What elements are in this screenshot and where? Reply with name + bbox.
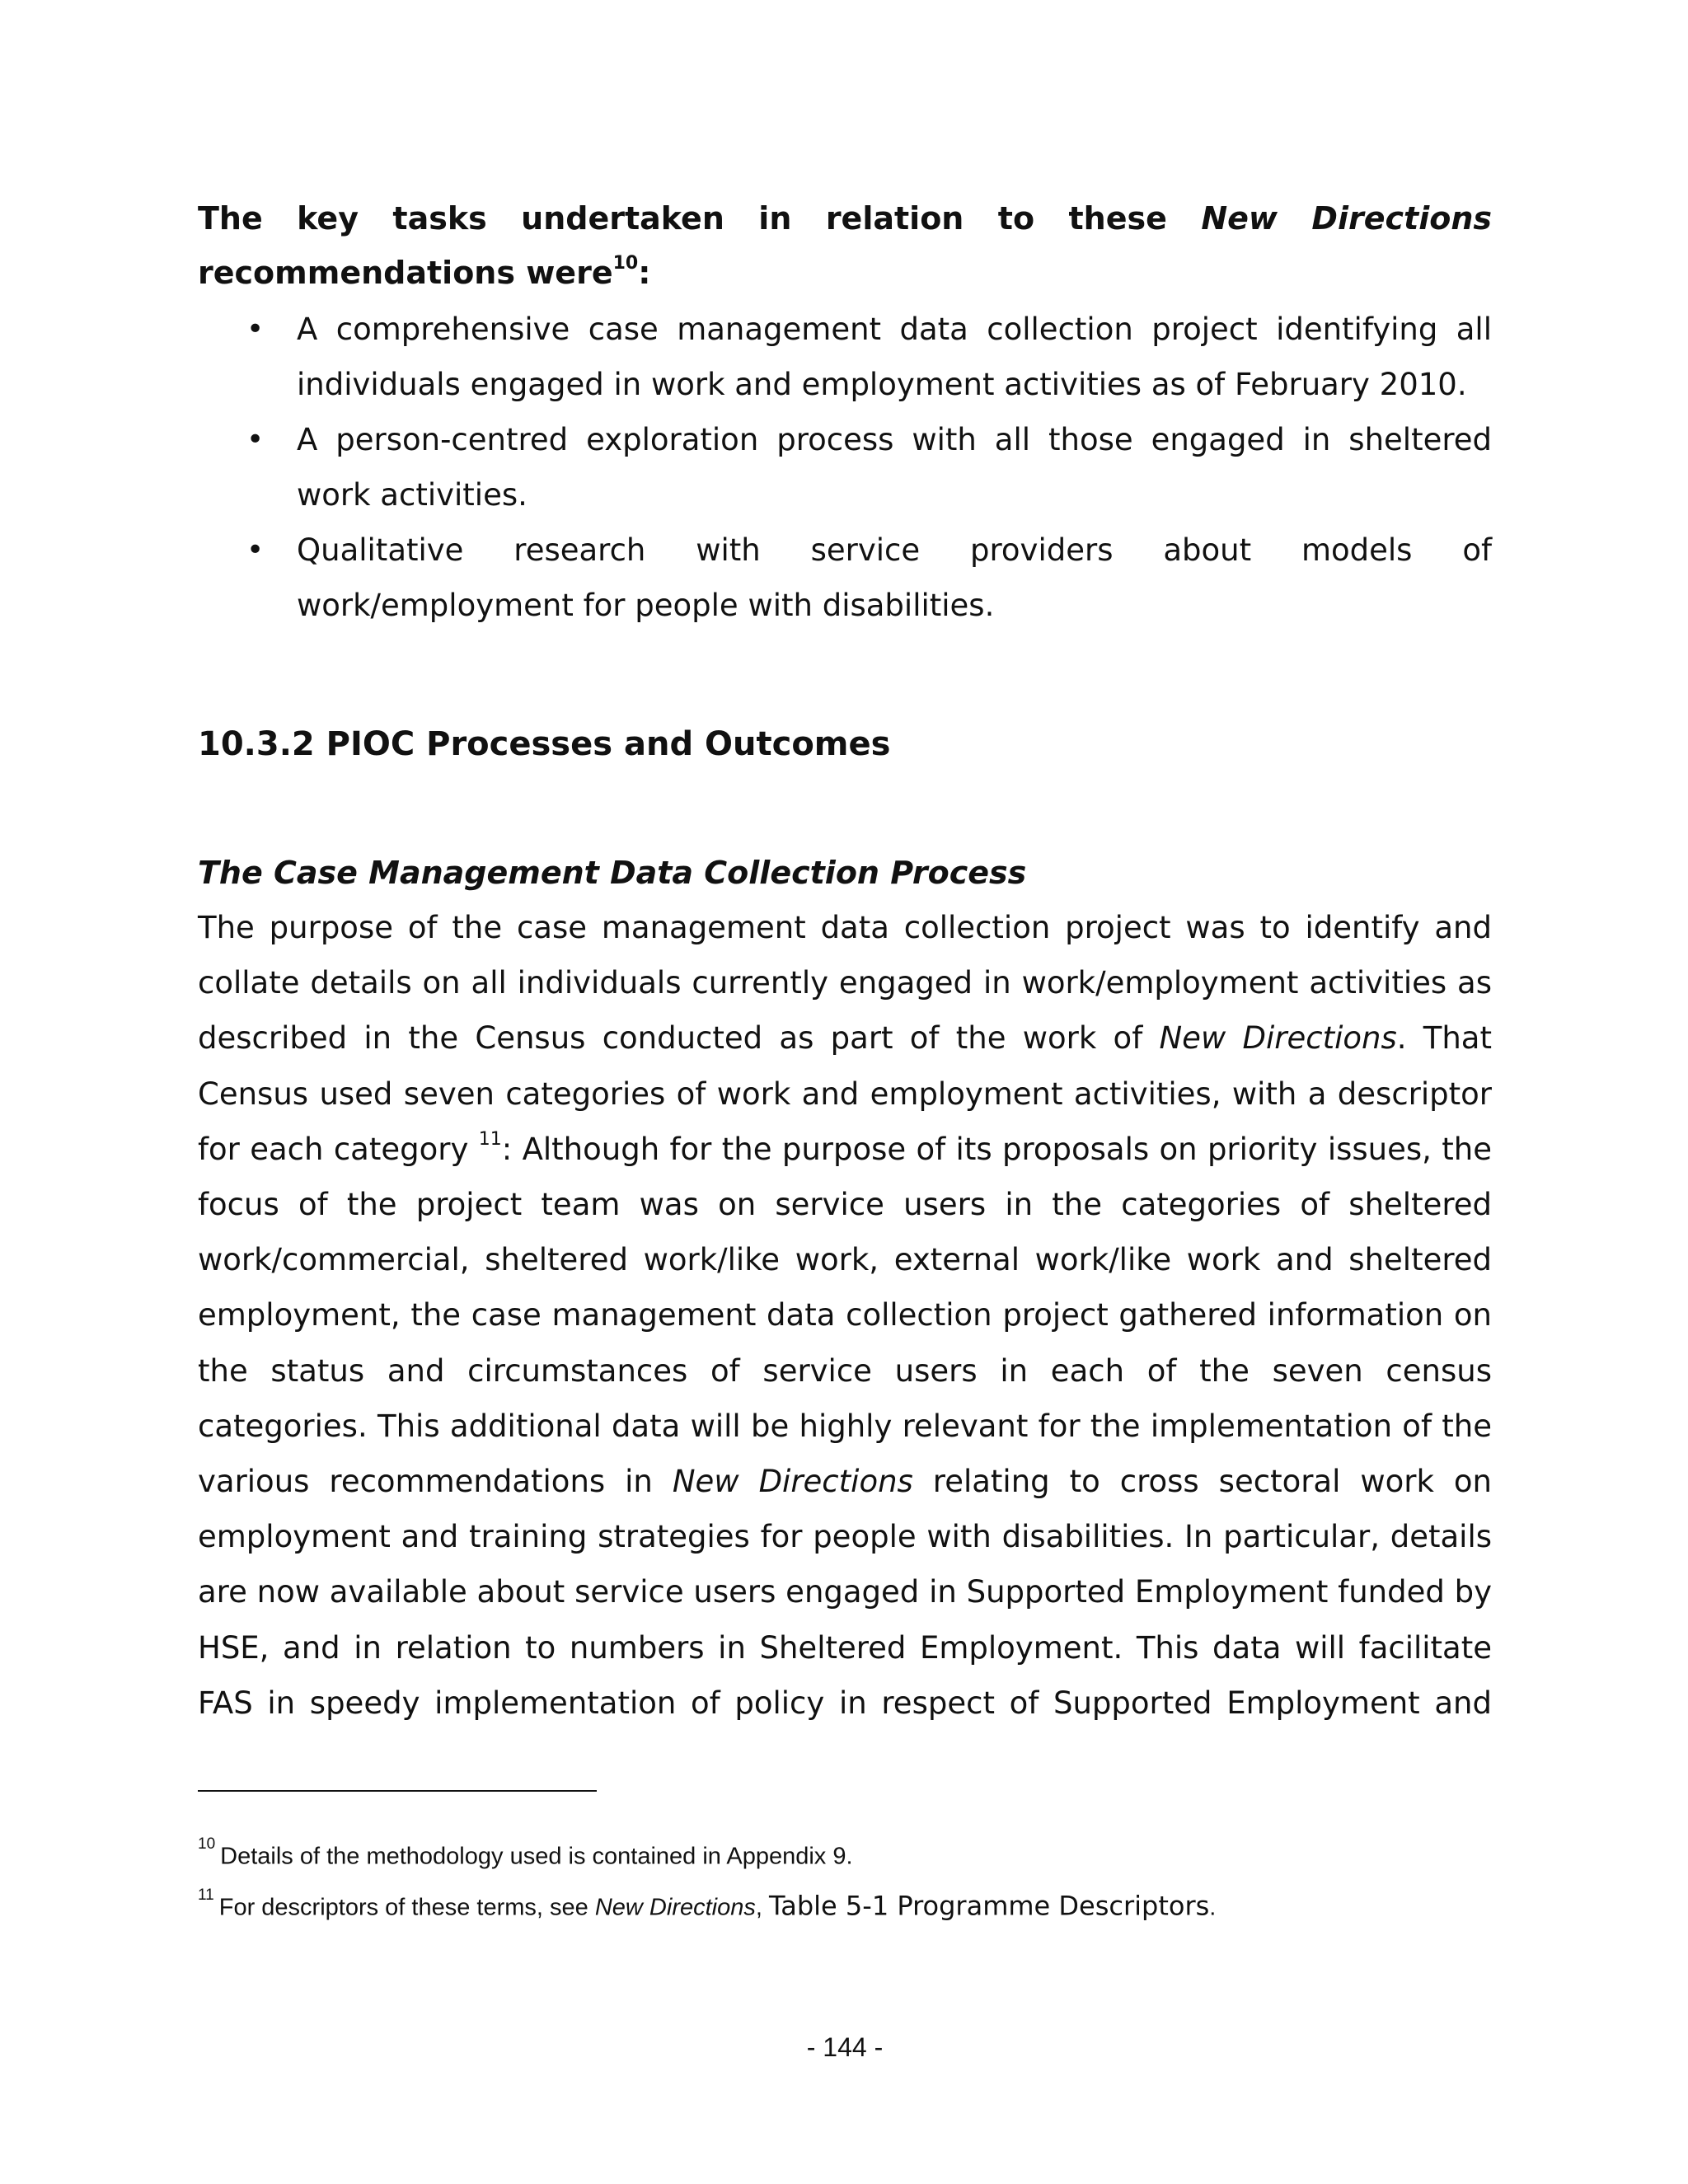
body-paragraph: The purpose of the case management data collection project was to identify and collate details on all individuals currently engaged in work/employment activities as described in the Census conducted as part of the work of New Directions. That Census used seven categories of work and employment activities, with a descriptor for each category $^{11}$: Although for the purpose of its proposals on priority issues, the focus of the project team was on service users in the categories of sheltered work/commercial, sheltered work/like work, external work/like work and sheltered employment, the case management data collection project gathered information on the status and circumstances of service users in each of the seven census categories. This additional data will be highly relevant for the implementation of the various recommendations in New Directions relating to cross sectoral work on employment and training strategies for people with disabilities. In particular, details are now available about service users engaged in Supported Employment funded by HSE, and in relation to numbers in Sheltered Employment. This data will facilitate FAS in speedy implementation of policy in respect of Supported Employment and	[198, 910, 1492, 1721]
footnote-divider	[198, 1790, 597, 1792]
bullet-icon: •	[246, 423, 265, 457]
footnote-11: $^{11}$ For descriptors of these terms, see New Directions, Table 5-1 Programme Descriptors.	[198, 1886, 1217, 1922]
intro-line-2: recommendations were$^{10}$:	[198, 253, 651, 291]
footnote-number: 11	[198, 1886, 214, 1904]
footnote-number: 10	[198, 1835, 216, 1853]
list-item: • A comprehensive case management data collection project identifying all individuals engaged in work and employment activities as of February 2010.	[198, 302, 1492, 412]
new-directions-title: New Directions	[1201, 200, 1493, 237]
footnote-ref-10[interactable]: 10	[612, 253, 639, 274]
page-number: - 144 -	[806, 2032, 884, 2062]
new-directions-title: New Directions	[1159, 1020, 1397, 1057]
bullet-icon: •	[246, 312, 265, 346]
document-page	[198, 0, 1492, 2184]
sub-heading: The Case Management Data Collection Process	[198, 855, 1027, 891]
intro-line-1: The key tasks undertaken in relation to these New Directions	[198, 200, 1493, 237]
footnote-10: $^{10}$ Details of the methodology used is contained in Appendix 9.	[198, 1835, 853, 1870]
section-heading: 10.3.2 PIOC Processes and Outcomes	[198, 725, 891, 763]
list-item: • Qualitative research with service providers about models of work/employment for people with disabilities.	[198, 523, 1492, 633]
footnote-ref-11[interactable]: 11	[478, 1129, 502, 1151]
bullet-icon: •	[246, 533, 265, 567]
new-directions-title: New Directions	[672, 1464, 913, 1500]
new-directions-title: New Directions	[594, 1894, 756, 1921]
intro-paragraph	[198, 191, 1492, 300]
table-reference: Table 5-1 Programme Descriptors	[768, 1890, 1210, 1922]
list-item: • A person-centred exploration process with all those engaged in sheltered work activities.	[198, 412, 1492, 523]
task-list	[198, 302, 1492, 633]
